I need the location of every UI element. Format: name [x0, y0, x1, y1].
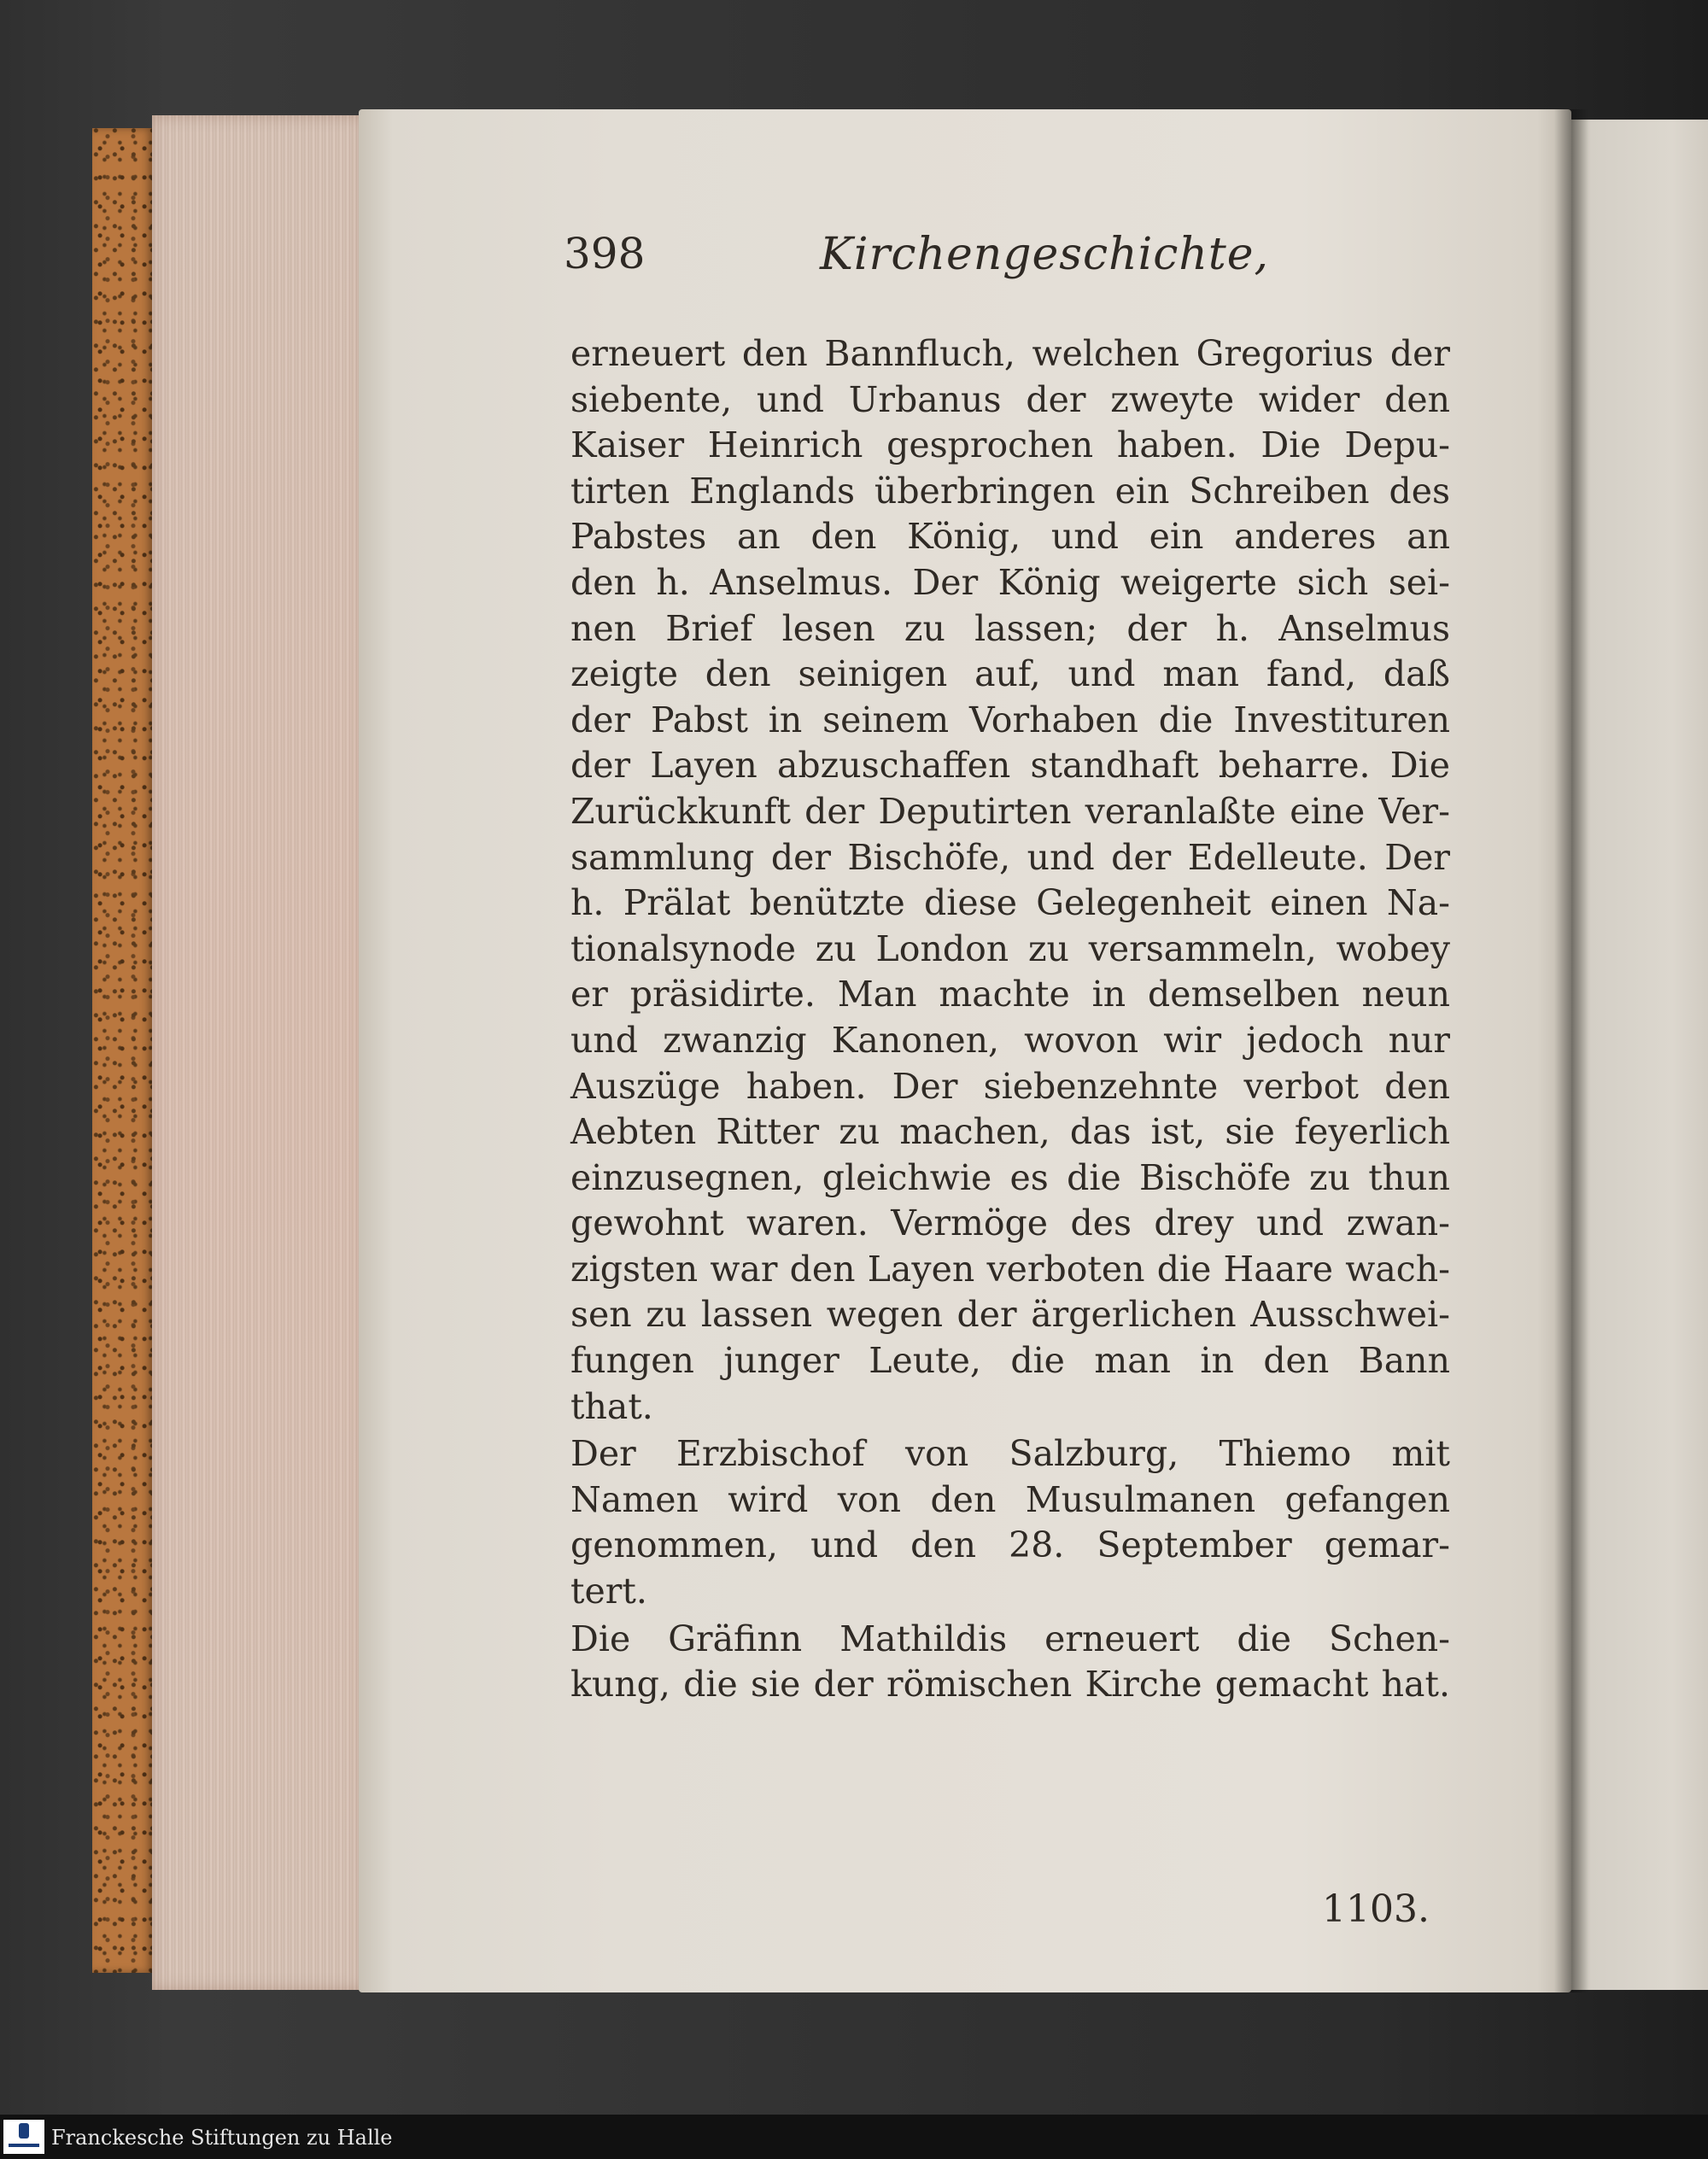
text-line: that.: [570, 1385, 653, 1427]
text-line: zeigte den seinigen auf, und man fand, daß: [570, 653, 1450, 695]
text-line: siebente, und Urbanus der zweyte wider den: [570, 378, 1450, 420]
paragraph-3: [570, 1617, 1450, 1708]
text-line: und zwanzig Kanonen, wovon wir jedoch nur: [570, 1019, 1450, 1061]
paragraph-1: [570, 331, 1450, 1430]
page-text: [570, 331, 1450, 1708]
institution-logo-icon: [3, 2120, 44, 2154]
text-line: sammlung der Bischöfe, und der Edelleute. Der: [570, 836, 1450, 878]
text-line: Zurückkunft der Deputirten veranlaßte eine Ver-: [570, 790, 1450, 832]
text-line: Aebten Ritter zu machen, das ist, sie feyerlich: [570, 1111, 1450, 1153]
footer-bar: [0, 2115, 1708, 2159]
text-line: gewohnt waren. Vermöge des drey und zwan-: [570, 1202, 1450, 1244]
text-line: kung, die sie der römischen Kirche gemacht hat.: [570, 1664, 1450, 1706]
text-line: Namen wird von den Musulmanen gefangen: [570, 1478, 1450, 1520]
text-line: h. Prälat benützte diese Gelegenheit einen Na-: [570, 882, 1450, 924]
facing-page: [1570, 120, 1708, 1990]
text-line: den h. Anselmus. Der König weigerte sich sei-: [570, 561, 1450, 603]
text-line: tirten Englands überbringen ein Schreiben des: [570, 470, 1450, 512]
text-line: zigsten war den Layen verboten die Haare wach-: [570, 1248, 1450, 1290]
text-line: Pabstes an den König, und ein anderes an: [570, 516, 1450, 558]
text-line: tionalsynode zu London zu versammeln, wobey: [570, 927, 1450, 969]
text-line: Auszüge haben. Der siebenzehnte verbot den: [570, 1065, 1450, 1107]
text-line: erneuert den Bannfluch, welchen Gregorius der: [570, 333, 1450, 374]
text-line: der Layen abzuschaffen standhaft beharre. Die: [570, 745, 1450, 787]
show-through-text: [581, 1742, 1435, 1787]
text-line: Die Gräfinn Mathildis erneuert die Schen-: [570, 1618, 1450, 1659]
text-line: Der Erzbischof von Salzburg, Thiemo mit: [570, 1433, 1450, 1475]
page-number: 398: [564, 229, 646, 278]
text-line: sen zu lassen wegen der ärgerlichen Ausschwei-: [570, 1294, 1450, 1336]
gutter-shadow: [1554, 109, 1588, 1992]
institution-label: Franckesche Stiftungen zu Halle: [51, 2126, 393, 2150]
text-line: nen Brief lesen zu lassen; der h. Anselmus: [570, 607, 1450, 649]
running-title: Kirchengeschichte,: [820, 229, 1270, 280]
running-head: [564, 229, 1469, 297]
text-line: genommen, und den 28. September gemar-: [570, 1524, 1450, 1566]
text-line: Kaiser Heinrich gesprochen haben. Die Depu-: [570, 424, 1450, 466]
text-line: tert.: [570, 1571, 647, 1612]
text-line: fungen junger Leute, die man in den Bann: [570, 1340, 1450, 1382]
text-line: er präsidirte. Man machte in demselben neun: [570, 974, 1450, 1015]
paragraph-2: [570, 1431, 1450, 1614]
book-cover-edge: [92, 128, 154, 1973]
text-line: einzusegnen, gleichwie es die Bischöfe zu thun: [570, 1156, 1450, 1198]
text-line: der Pabst in seinem Vorhaben die Investituren: [570, 699, 1450, 740]
page-block-edge: [152, 115, 364, 1990]
catchword: 1103.: [1322, 1887, 1430, 1931]
